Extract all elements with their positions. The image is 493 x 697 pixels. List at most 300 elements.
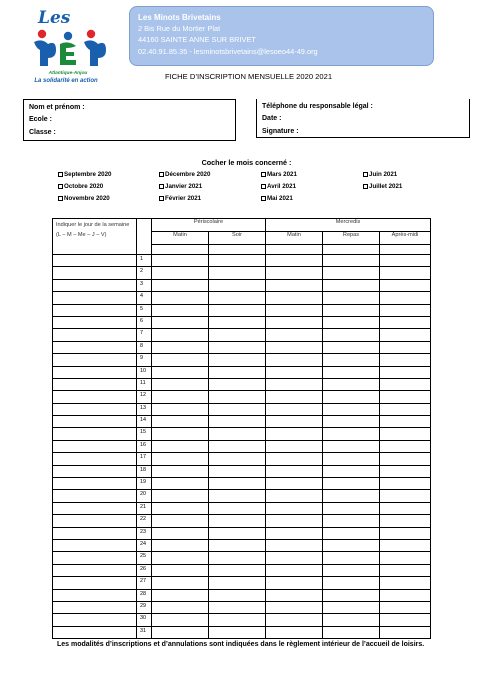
table-row [53,552,431,564]
checkbox-icon[interactable] [363,172,368,177]
attendance-cell[interactable] [323,490,380,502]
attendance-cell[interactable] [323,292,380,304]
attendance-cell[interactable] [380,403,431,415]
checkbox-icon[interactable] [261,196,266,201]
attendance-cell[interactable] [323,304,380,316]
day-number: 29 [137,601,152,613]
weekday-input-cell[interactable] [53,378,137,390]
weekday-input-cell[interactable] [53,391,137,403]
day-number: 25 [137,552,152,564]
day-number: 26 [137,564,152,576]
attendance-cell[interactable] [152,440,209,452]
attendance-cell[interactable] [380,378,431,390]
weekday-input-cell[interactable] [53,341,137,353]
attendance-cell[interactable] [152,292,209,304]
day-number: 19 [137,478,152,490]
table-row [53,564,431,576]
address-line-2: 44160 SAINTE ANNE SUR BRIVET [138,35,256,45]
field-ecole[interactable]: Ecole : [29,116,52,124]
org-name: Les Minots Brivetains [138,13,221,22]
month-option[interactable]: Février 2021 [159,195,201,202]
attendance-cell[interactable] [380,539,431,551]
attendance-cell[interactable] [323,316,380,328]
header-matin-mercredi: Matin [266,232,323,245]
attendance-cell[interactable] [323,329,380,341]
month-option[interactable]: Mai 2021 [261,195,293,202]
table-row [53,329,431,341]
blank-cell [323,245,380,255]
weekday-input-cell[interactable] [53,478,137,490]
table-row [53,428,431,440]
blank-cell [266,245,323,255]
attendance-cell[interactable] [266,416,323,428]
attendance-cell[interactable] [323,267,380,279]
attendance-cell[interactable] [323,366,380,378]
weekday-input-cell[interactable] [53,614,137,626]
weekday-input-cell[interactable] [53,502,137,514]
attendance-cell[interactable] [380,416,431,428]
attendance-cell[interactable] [152,255,209,267]
attendance-cell[interactable] [323,614,380,626]
attendance-cell[interactable] [323,577,380,589]
table-row [53,279,431,291]
weekday-input-cell[interactable] [53,552,137,564]
number-column-header [137,219,152,255]
contact-header-box [129,6,434,66]
month-option[interactable]: Décembre 2020 [159,171,210,178]
attendance-cell[interactable] [266,478,323,490]
attendance-cell[interactable] [266,614,323,626]
day-number: 27 [137,577,152,589]
attendance-cell[interactable] [323,601,380,613]
day-number: 16 [137,440,152,452]
attendance-cell[interactable] [209,279,266,291]
attendance-cell[interactable] [323,589,380,601]
attendance-cell[interactable] [152,490,209,502]
attendance-cell[interactable] [380,502,431,514]
month-option[interactable]: Avril 2021 [261,183,296,190]
attendance-cell[interactable] [152,465,209,477]
attendance-cell[interactable] [209,329,266,341]
attendance-cell[interactable] [380,490,431,502]
attendance-cell[interactable] [209,626,266,638]
attendance-cell[interactable] [266,601,323,613]
attendance-cell[interactable] [152,316,209,328]
month-option[interactable]: Janvier 2021 [159,183,202,190]
attendance-cell[interactable] [152,279,209,291]
attendance-cell[interactable] [152,428,209,440]
attendance-cell[interactable] [266,304,323,316]
table-row [53,366,431,378]
weekday-input-cell[interactable] [53,539,137,551]
header-repas: Repas [323,232,380,245]
day-of-week-header: Indiquer le jour de la semaine (L – M – Me – J – V) [53,219,137,255]
attendance-cell[interactable] [323,416,380,428]
attendance-cell[interactable] [266,329,323,341]
attendance-table [52,218,431,639]
checkbox-icon[interactable] [58,184,63,189]
attendance-cell[interactable] [209,440,266,452]
attendance-cell[interactable] [323,453,380,465]
table-row [53,341,431,353]
attendance-cell[interactable] [266,292,323,304]
day-number: 6 [137,316,152,328]
attendance-cell[interactable] [266,428,323,440]
attendance-cell[interactable] [209,515,266,527]
periscolaire-header: Périscolaire [152,219,266,232]
table-row [53,292,431,304]
attendance-cell[interactable] [266,626,323,638]
weekday-input-cell[interactable] [53,490,137,502]
attendance-cell[interactable] [323,391,380,403]
attendance-cell[interactable] [152,378,209,390]
attendance-cell[interactable] [323,440,380,452]
field-classe[interactable]: Classe : [29,128,56,136]
attendance-cell[interactable] [152,341,209,353]
weekday-input-cell[interactable] [53,564,137,576]
field-date[interactable]: Date : [262,115,282,123]
footer-note: Les modalités d’inscriptions et d’annulations sont indiquées dans le règlement intérieur de l’accueil de loisirs. [57,641,425,648]
attendance-cell[interactable] [209,428,266,440]
attendance-cell[interactable] [209,539,266,551]
weekday-input-cell[interactable] [53,416,137,428]
day-number: 3 [137,279,152,291]
attendance-cell[interactable] [323,378,380,390]
day-number: 17 [137,453,152,465]
table-row [53,416,431,428]
attendance-cell[interactable] [266,341,323,353]
table-row [53,502,431,514]
month-option[interactable]: Mars 2021 [261,171,297,178]
day-number: 18 [137,465,152,477]
month-option[interactable]: Novembre 2020 [58,195,110,202]
attendance-cell[interactable] [152,453,209,465]
guardian-info-box [256,99,470,138]
weekday-input-cell[interactable] [53,292,137,304]
weekday-input-cell[interactable] [53,329,137,341]
month-option[interactable]: Juillet 2021 [363,183,402,190]
attendance-cell[interactable] [266,515,323,527]
table-row [53,539,431,551]
day-number: 14 [137,416,152,428]
attendance-cell[interactable] [380,465,431,477]
attendance-cell[interactable] [380,478,431,490]
day-number: 22 [137,515,152,527]
blank-cell [380,245,431,255]
weekday-input-cell[interactable] [53,366,137,378]
attendance-cell[interactable] [380,428,431,440]
attendance-cell[interactable] [266,552,323,564]
attendance-cell[interactable] [380,304,431,316]
table-row [53,589,431,601]
attendance-cell[interactable] [209,614,266,626]
attendance-cell[interactable] [266,465,323,477]
attendance-cell[interactable] [209,490,266,502]
checkbox-icon[interactable] [159,184,164,189]
attendance-cell[interactable] [209,502,266,514]
day-number: 9 [137,354,152,366]
attendance-cell[interactable] [266,366,323,378]
attendance-cell[interactable] [323,403,380,415]
header-apres-midi: Après-midi [380,232,431,245]
month-option[interactable]: Juin 2021 [363,171,397,178]
attendance-cell[interactable] [266,403,323,415]
attendance-cell[interactable] [152,416,209,428]
table-row [53,316,431,328]
checkbox-icon[interactable] [58,196,63,201]
attendance-cell[interactable] [380,577,431,589]
attendance-cell[interactable] [323,465,380,477]
attendance-cell[interactable] [152,403,209,415]
logo-figures [28,28,108,70]
month-prompt: Cocher le mois concerné : [201,158,292,167]
attendance-cell[interactable] [152,539,209,551]
day-number: 7 [137,329,152,341]
attendance-cell[interactable] [323,255,380,267]
attendance-cell[interactable] [209,527,266,539]
table-row [53,267,431,279]
attendance-cell[interactable] [152,614,209,626]
checkbox-icon[interactable] [261,172,266,177]
table-row [53,614,431,626]
attendance-cell[interactable] [209,292,266,304]
table-row [53,354,431,366]
attendance-cell[interactable] [152,391,209,403]
weekday-input-cell[interactable] [53,267,137,279]
attendance-cell[interactable] [266,354,323,366]
attendance-cell[interactable] [323,527,380,539]
attendance-cell[interactable] [380,255,431,267]
address-line-1: 2 Bis Rue du Mortier Plat [138,24,221,34]
attendance-cell[interactable] [209,453,266,465]
attendance-cell[interactable] [380,391,431,403]
attendance-cell[interactable] [209,589,266,601]
attendance-cell[interactable] [266,453,323,465]
attendance-cell[interactable] [266,391,323,403]
attendance-cell[interactable] [209,478,266,490]
attendance-cell[interactable] [380,267,431,279]
table-row [53,255,431,267]
attendance-cell[interactable] [266,267,323,279]
attendance-cell[interactable] [209,267,266,279]
attendance-cell[interactable] [266,502,323,514]
attendance-cell[interactable] [266,279,323,291]
attendance-cell[interactable] [380,453,431,465]
attendance-cell[interactable] [323,354,380,366]
attendance-cell[interactable] [266,490,323,502]
attendance-cell[interactable] [152,366,209,378]
header-matin-periscolaire: Matin [152,232,209,245]
day-number: 1 [137,255,152,267]
attendance-cell[interactable] [323,564,380,576]
day-number: 21 [137,502,152,514]
attendance-cell[interactable] [380,626,431,638]
attendance-cell[interactable] [152,564,209,576]
attendance-cell[interactable] [152,601,209,613]
attendance-cell[interactable] [209,341,266,353]
attendance-cell[interactable] [209,304,266,316]
attendance-cell[interactable] [152,626,209,638]
checkbox-icon[interactable] [261,184,266,189]
day-number: 31 [137,626,152,638]
day-number: 20 [137,490,152,502]
document-title: FICHE D’INSCRIPTION MENSUELLE 2020 2021 [164,72,333,81]
attendance-cell[interactable] [209,564,266,576]
attendance-cell[interactable] [209,465,266,477]
day-number: 5 [137,304,152,316]
attendance-cell[interactable] [152,478,209,490]
day-number: 15 [137,428,152,440]
attendance-cell[interactable] [152,354,209,366]
checkbox-icon[interactable] [58,172,63,177]
attendance-cell[interactable] [380,279,431,291]
table-row [53,304,431,316]
attendance-cell[interactable] [323,279,380,291]
attendance-cell[interactable] [380,440,431,452]
attendance-cell[interactable] [380,316,431,328]
contact-line: 02.40.91.85.35 - lesminotsbrivetains@lesoeo44-49.org [138,46,318,56]
table-row [53,527,431,539]
attendance-cell[interactable] [209,378,266,390]
logo-region: Atlantique-Anjou [48,71,88,76]
attendance-cell[interactable] [380,341,431,353]
mercredis-header: Mercredis [266,219,431,232]
attendance-cell[interactable] [266,378,323,390]
day-number: 8 [137,341,152,353]
attendance-cell[interactable] [380,601,431,613]
weekday-input-cell[interactable] [53,316,137,328]
attendance-cell[interactable] [323,552,380,564]
weekday-input-cell[interactable] [53,279,137,291]
weekday-input-cell[interactable] [53,527,137,539]
attendance-cell[interactable] [209,255,266,267]
attendance-cell[interactable] [152,552,209,564]
attendance-cell[interactable] [209,552,266,564]
attendance-cell[interactable] [266,577,323,589]
attendance-cell[interactable] [380,552,431,564]
attendance-cell[interactable] [266,539,323,551]
weekday-input-cell[interactable] [53,354,137,366]
weekday-input-cell[interactable] [53,453,137,465]
header-soir: Soir [209,232,266,245]
table-row [53,440,431,452]
attendance-cell[interactable] [209,416,266,428]
attendance-cell[interactable] [209,403,266,415]
attendance-cell[interactable] [323,539,380,551]
attendance-cell[interactable] [152,527,209,539]
day-number: 4 [137,292,152,304]
table-row [53,515,431,527]
table-row [53,465,431,477]
attendance-cell[interactable] [323,502,380,514]
attendance-cell[interactable] [380,515,431,527]
table-row [53,601,431,613]
attendance-cell[interactable] [266,527,323,539]
field-telephone[interactable]: Téléphone du responsable légal : [262,103,373,110]
weekday-input-cell[interactable] [53,304,137,316]
month-option[interactable]: Octobre 2020 [58,183,103,190]
attendance-cell[interactable] [380,527,431,539]
child-info-box [23,99,236,141]
field-nom-prenom[interactable]: Nom et prénom : [29,104,85,111]
attendance-cell[interactable] [323,626,380,638]
attendance-cell[interactable] [323,478,380,490]
attendance-cell[interactable] [380,292,431,304]
weekday-input-cell[interactable] [53,589,137,601]
attendance-cell[interactable] [380,589,431,601]
attendance-cell[interactable] [152,329,209,341]
attendance-cell[interactable] [323,341,380,353]
attendance-cell[interactable] [152,502,209,514]
day-number: 30 [137,614,152,626]
attendance-cell[interactable] [209,577,266,589]
checkbox-icon[interactable] [363,184,368,189]
table-row [53,490,431,502]
attendance-cell[interactable] [380,354,431,366]
month-option[interactable]: Septembre 2020 [58,171,111,178]
weekday-input-cell[interactable] [53,255,137,267]
table-row [53,391,431,403]
day-number: 2 [137,267,152,279]
weekday-input-cell[interactable] [53,601,137,613]
logo-tagline: La solidarité en action [34,78,98,84]
attendance-cell[interactable] [152,589,209,601]
weekday-input-cell[interactable] [53,626,137,638]
attendance-cell[interactable] [380,329,431,341]
table-row [53,453,431,465]
attendance-cell[interactable] [266,589,323,601]
weekday-input-cell[interactable] [53,403,137,415]
attendance-cell[interactable] [266,440,323,452]
checkbox-icon[interactable] [159,196,164,201]
blank-cell [209,245,266,255]
table-row [53,403,431,415]
attendance-cell[interactable] [209,354,266,366]
attendance-cell[interactable] [209,391,266,403]
attendance-cell[interactable] [209,366,266,378]
weekday-input-cell[interactable] [53,428,137,440]
day-number: 28 [137,589,152,601]
table-row [53,626,431,638]
attendance-cell[interactable] [152,267,209,279]
table-row [53,478,431,490]
day-number: 11 [137,378,152,390]
day-number: 12 [137,391,152,403]
attendance-cell[interactable] [266,564,323,576]
table-row [53,378,431,390]
weekday-input-cell[interactable] [53,440,137,452]
attendance-cell[interactable] [380,564,431,576]
table-row [53,577,431,589]
attendance-cell[interactable] [152,515,209,527]
attendance-cell[interactable] [209,316,266,328]
weekday-input-cell[interactable] [53,465,137,477]
field-signature[interactable]: Signature : [262,127,299,135]
attendance-cell[interactable] [323,515,380,527]
attendance-cell[interactable] [266,255,323,267]
attendance-cell[interactable] [152,577,209,589]
weekday-input-cell[interactable] [53,515,137,527]
attendance-cell[interactable] [380,366,431,378]
logo-les-text: Les [38,8,71,28]
attendance-cell[interactable] [323,428,380,440]
weekday-input-cell[interactable] [53,577,137,589]
attendance-cell[interactable] [209,601,266,613]
attendance-cell[interactable] [266,316,323,328]
attendance-cell[interactable] [152,304,209,316]
attendance-cell[interactable] [380,614,431,626]
checkbox-icon[interactable] [159,172,164,177]
